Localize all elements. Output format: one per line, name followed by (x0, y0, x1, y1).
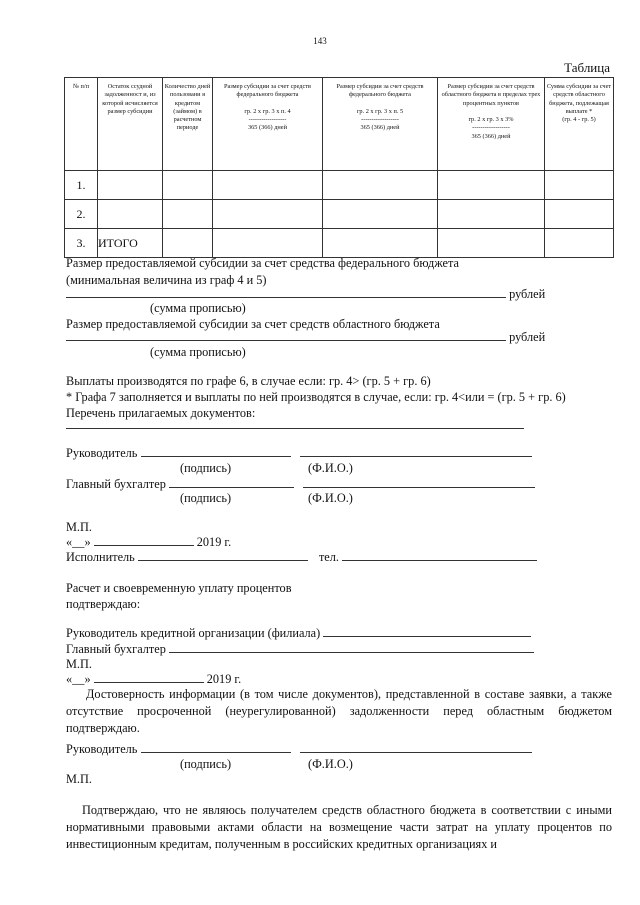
row-cell[interactable] (163, 171, 213, 200)
documents-field[interactable] (66, 428, 524, 429)
head-name-field[interactable] (300, 456, 532, 457)
accountant-signature-field[interactable] (169, 487, 294, 488)
regional-amount-field[interactable] (66, 340, 506, 341)
signature-hint: (подпись) (180, 491, 232, 505)
date-row (66, 535, 231, 550)
federal-amount-hint: (сумма прописью) (150, 301, 246, 315)
row-cell[interactable] (163, 200, 213, 229)
accountant-name-field[interactable] (303, 487, 535, 488)
table-row (65, 200, 614, 229)
confirm-line1: Расчет и своевременную уплату процентов (66, 581, 292, 595)
date-year: 2019 г. (206, 672, 242, 686)
header-cell: Остаток ссудной задолженност и, из которой исчисляется размер субсидии (98, 78, 163, 171)
stamp-label: М.П. (66, 520, 92, 534)
head-signature-row (66, 446, 532, 461)
header-cell: Количество дней пользовани я кредитом (займом) в расчетном периоде (163, 78, 213, 171)
executor-name-field[interactable] (138, 560, 308, 561)
signature-hint: (подпись) (180, 461, 232, 475)
total-label: ИТОГО (98, 229, 163, 258)
confirm-date-field[interactable] (94, 682, 204, 683)
row-cell[interactable] (98, 171, 163, 200)
phone-field[interactable] (342, 560, 537, 561)
federal-currency: рублей (509, 287, 546, 301)
row-number: 1. (65, 171, 98, 200)
row-cell[interactable] (213, 229, 323, 258)
row-cell[interactable] (438, 171, 545, 200)
head-label: Руководитель (66, 446, 138, 460)
table-header-row (65, 78, 614, 171)
bank-head-field[interactable] (323, 636, 531, 637)
table-label: Таблица (564, 60, 610, 75)
header-cell: Сумма субсидии за счет средств областного бюджета, подлежащая выплате * (гр. 4 - гр. 5) (545, 78, 614, 171)
executor-row (66, 550, 537, 565)
final-stamp: М.П. (66, 772, 92, 786)
row-cell[interactable] (213, 171, 323, 200)
regional-amount-row (66, 330, 545, 345)
date-month-field[interactable] (94, 545, 194, 546)
row-cell[interactable] (545, 171, 614, 200)
signature-hint: (подпись) (180, 757, 232, 771)
confirm-stamp: М.П. (66, 657, 92, 671)
reliability-paragraph: Достоверность информации (в том числе документов), представленной в составе заявки, а также отсутствие просроченной (неурегулированной) задолженности перед областным бюджетом подтверждаю. (66, 687, 612, 735)
final-signature-field[interactable] (141, 752, 291, 753)
accountant-signature-row (66, 477, 535, 492)
header-cell: № п/п (65, 78, 98, 171)
date-day: «__» (66, 672, 91, 686)
executor-label: Исполнитель (66, 550, 135, 564)
federal-amount-field[interactable] (66, 297, 506, 298)
payments-footnote: * Графа 7 заполняется и выплаты по ней производятся в случае, если: гр. 4<или = (гр. 5 + гр. 6) (66, 390, 566, 404)
regional-currency: рублей (509, 330, 546, 344)
name-hint: (Ф.И.О.) (308, 491, 353, 505)
date-day: «__» (66, 535, 91, 549)
row-cell[interactable] (163, 229, 213, 258)
row-cell[interactable] (438, 200, 545, 229)
header-cell: Размер субсидии за счет средств областного бюджета в пределах трех процентных пунктов гр. 2 х гр. 3 х 3% ------------------ 365 (366) дней (438, 78, 545, 171)
final-name-field[interactable] (300, 752, 532, 753)
row-cell[interactable] (323, 171, 438, 200)
row-number: 3. (65, 229, 98, 258)
bank-head-row (66, 626, 531, 641)
row-cell[interactable] (98, 200, 163, 229)
header-cell: Размер субсидии за счет средств федерального бюджета гр. 2 х гр. 3 х п. 4 ------------------ 365 (366) дней (213, 78, 323, 171)
bank-head-label: Руководитель кредитной организации (филиала) (66, 626, 321, 640)
header-cell: Размер субсидии за счет средств федерального бюджета гр. 2 х гр. 3 х п. 5 ------------------ 365 (366) дней (323, 78, 438, 171)
accountant-label: Главный бухгалтер (66, 477, 166, 491)
federal-subsidy-label: Размер предоставляемой субсидии за счет средства федерального бюджета (66, 256, 460, 270)
regional-subsidy-label: Размер предоставляемой субсидии за счет средств областного бюджета (66, 317, 440, 331)
payments-rule: Выплаты производятся по графе 6, в случае если: гр. 4> (гр. 5 + гр. 6) (66, 374, 431, 388)
bank-accountant-row (66, 642, 534, 657)
regional-amount-hint: (сумма прописью) (150, 345, 246, 359)
federal-subsidy-note: (минимальная величина из граф 4 и 5) (66, 273, 267, 287)
federal-amount-row (66, 287, 545, 302)
closing-paragraph: Подтверждаю, что не являюсь получателем средств областного бюджета в соответствии с иными нормативными правовыми актами области на возмещение части затрат на уплату процентов по инвестиционным кредитам, полученным в российских кредитных организациях и (66, 803, 612, 851)
date-year: 2019 г. (196, 535, 232, 549)
bank-accountant-field[interactable] (169, 652, 534, 653)
name-hint: (Ф.И.О.) (308, 757, 353, 771)
table-row (65, 229, 614, 258)
name-hint: (Ф.И.О.) (308, 461, 353, 475)
row-number: 2. (65, 200, 98, 229)
row-cell[interactable] (323, 229, 438, 258)
row-cell[interactable] (545, 200, 614, 229)
confirm-line2: подтверждаю: (66, 597, 141, 611)
documents-label: Перечень прилагаемых документов: (66, 406, 256, 420)
final-head-label: Руководитель (66, 742, 138, 756)
subsidy-table (64, 77, 614, 258)
confirm-date-row (66, 672, 241, 687)
head-signature-field[interactable] (141, 456, 291, 457)
phone-label: тел. (318, 550, 339, 564)
row-cell[interactable] (438, 229, 545, 258)
table-row (65, 171, 614, 200)
row-cell[interactable] (213, 200, 323, 229)
row-cell[interactable] (323, 200, 438, 229)
bank-accountant-label: Главный бухгалтер (66, 642, 166, 656)
final-head-row (66, 742, 532, 757)
page-number: 143 (313, 36, 327, 46)
row-cell[interactable] (545, 229, 614, 258)
